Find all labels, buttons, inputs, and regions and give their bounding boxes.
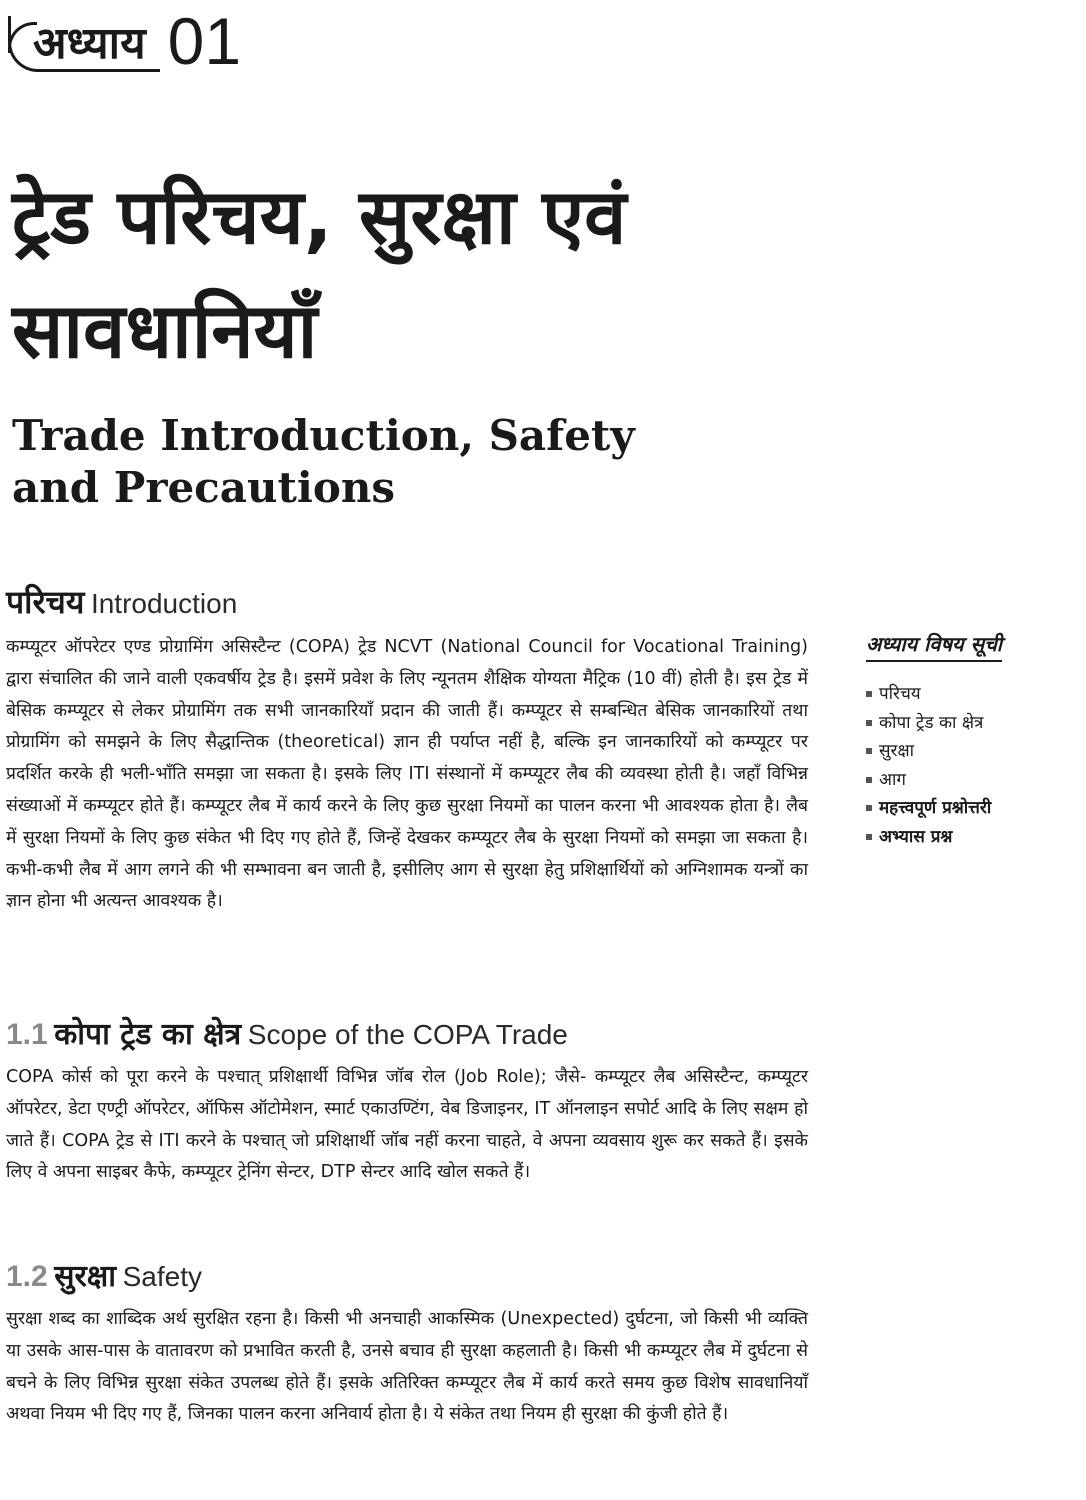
section-1-1-heading-english: Scope of the COPA Trade xyxy=(247,1019,568,1050)
bullet-square-icon xyxy=(866,748,872,754)
chapter-tag xyxy=(8,4,242,78)
toc-item-introduction xyxy=(866,680,1076,709)
bullet-square-icon xyxy=(866,834,872,840)
toc-item-copa-scope xyxy=(866,709,1076,738)
toc-item-label: कोपा ट्रेड का क्षेत्र xyxy=(879,712,984,733)
section-1-2-number: 1.2 xyxy=(6,1260,48,1293)
toc-item-important-qa xyxy=(866,794,1076,823)
toc-item-label: आग xyxy=(879,769,906,790)
chapter-title-english: Trade Introduction, Safety and Precautions xyxy=(12,411,635,512)
toc-item-label: परिचय xyxy=(879,684,921,704)
intro-heading-hindi: परिचय xyxy=(6,583,85,621)
bullet-square-icon xyxy=(866,805,872,811)
bullet-square-icon xyxy=(866,777,872,783)
section-1-1-number: 1.1 xyxy=(6,1018,48,1051)
section-1-2-heading-english: Safety xyxy=(122,1261,202,1292)
bullet-square-icon xyxy=(866,720,872,726)
toc-item-safety xyxy=(866,737,1076,766)
chapter-contents xyxy=(866,630,1076,851)
chapter-contents-list xyxy=(866,680,1076,851)
section-1-2-heading xyxy=(6,1254,202,1295)
section-1-2-heading-hindi: सुरक्षा xyxy=(54,1259,117,1294)
section-1-1-paragraph: COPA कोर्स को पूरा करने के पश्चात् प्रशिक्षार्थी विभिन्न जॉब रोल (Job Role); जैसे- कम्प्यूटर लैब असिस्टैन्ट, कम्प्यूटर ऑपरेटर, डेटा एण्ट्री ऑपरेटर, ऑफिस ऑटोमेशन, स्मार्ट एकाउण्टिंग, वेब डिजाइनर, IT ऑनलाइन सपोर्ट आदि के लिए सक्षम हो जाते हैं। COPA ट्रेड से ITI करने के पश्चात् जो प्रशिक्षार्थी जॉब नहीं करना चाहते, वे अपना व्यवसाय शुरू कर सकते हैं। इसके लिए वे अपना साइबर कैफे, कम्प्यूटर ट्रेनिंग सेन्टर, DTP सेन्टर आदि खोल सकते हैं। xyxy=(6,1067,808,1183)
toc-item-fire xyxy=(866,766,1076,795)
toc-item-practice-questions xyxy=(866,823,1076,852)
chapter-number: 01 xyxy=(167,4,242,78)
section-1-2-paragraph: सुरक्षा शब्द का शाब्दिक अर्थ सुरक्षित रहना है। किसी भी अनचाही आकस्मिक (Unexpected) दुर्घटना, जो किसी भी व्यक्ति या उसके आस-पास के वातावरण को प्रभावित करती है, उनसे बचाव ही सुरक्षा कहलाती है। किसी भी कम्प्यूटर लैब में दुर्घटना से बचने के लिए विभिन्न सुरक्षा संकेत उपलब्ध होते हैं। इसके अतिरिक्त कम्प्यूटर लैब में कार्य करते समय कुछ विशेष सावधानियाँ अथवा नियम भी दिए गए हैं, जिनका पालन करना अनिवार्य होता है। ये संकेत तथा नियम ही सुरक्षा की कुंजी होते हैं। xyxy=(6,1309,808,1425)
intro-paragraph: कम्प्यूटर ऑपरेटर एण्ड प्रोग्रामिंग असिस्टैन्ट (COPA) ट्रेड NCVT (National Council for Vocational Training) द्वारा संचालित की जाने वाली एकवर्षीय ट्रेड है। इसमें प्रवेश के लिए न्यूनतम शैक्षिक योग्यता मैट्रिक (10 वीं) होती है। इस ट्रेड में बेसिक कम्प्यूटर से लेकर प्रोग्रामिंग तक सभी जानकारियाँ प्रदान की जाती हैं। कम्प्यूटर से सम्बन्धित बेसिक जानकारियों तथा प्रोग्रामिंग को समझने के लिए सैद्धान्तिक (theoretical) ज्ञान ही पर्याप्त नहीं है, बल्कि इन जानकारियों को कम्प्यूटर पर प्रदर्शित करके ही भली-भाँति समझा जा सकता है। इसके लिए ITI संस्थानों में कम्प्यूटर लैब की व्यवस्था होती है। जहाँ विभिन्न संख्याओं में कम्प्यूटर होते हैं। कम्प्यूटर लैब में कार्य करने के लिए कुछ सुरक्षा नियमों का पालन करना भी आवश्यक होता है। लैब में सुरक्षा नियमों के लिए कुछ संकेत भी दिए गए होते हैं, जिन्हें देखकर कम्प्यूटर लैब के सुरक्षा नियमों को समझा जा सकता है। कभी-कभी लैब में आग लगने की भी सम्भावना बन जाती है, इसीलिए आग से सुरक्षा हेतु प्रशिक्षार्थियों को अग्निशामक यन्त्रों का ज्ञान होना भी अत्यन्त आवश्यक है। xyxy=(6,637,808,912)
chapter-contents-title: अध्याय विषय सूची xyxy=(866,630,1002,662)
toc-item-label: सुरक्षा xyxy=(879,741,915,761)
chapter-title-hindi: ट्रेड परिचय, सुरक्षा एवं सावधानियाँ xyxy=(12,172,627,375)
toc-item-label: अभ्यास प्रश्न xyxy=(879,826,953,847)
intro-heading-english: Introduction xyxy=(90,588,238,619)
section-1-1-heading xyxy=(6,1012,568,1053)
bullet-square-icon xyxy=(866,691,872,697)
intro-heading xyxy=(6,580,237,623)
toc-item-label: महत्त्वपूर्ण प्रश्नोत्तरी xyxy=(879,798,992,818)
chapter-label: अध्याय xyxy=(8,16,160,72)
section-1-1-heading-hindi: कोपा ट्रेड का क्षेत्र xyxy=(54,1017,242,1052)
